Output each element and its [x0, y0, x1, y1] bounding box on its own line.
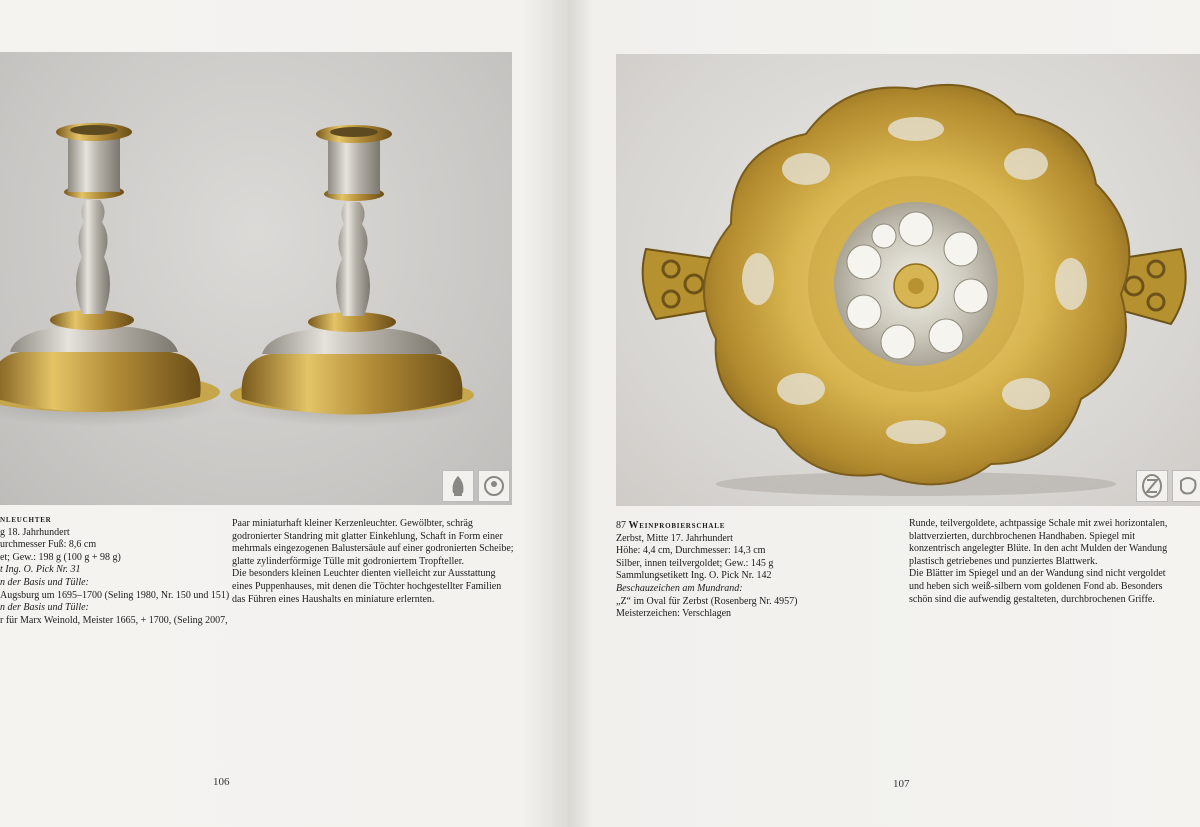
caption-line: Meisterzeichen: Verschlagen — [616, 608, 732, 620]
description-paragraph: Runde, teilvergoldete, achtpassige Schale mit zwei horizontalen, blattverzierten, durchbrochenen Handhaben. Spiegel mit konzentrisch angelegter Blüte. In den acht Mulden der Wandung plastisch getriebenes und punziertes Blattwerk. — [909, 518, 1168, 567]
right-page — [568, 0, 1200, 827]
object-title: nleuchter — [0, 514, 52, 525]
caption-line: Sammlungsetikett Ing. O. Pick Nr. 142 — [616, 570, 772, 582]
caption-line: Augsburg um 1695–1700 (Seling 1980, Nr. 150 und 151) — [0, 589, 230, 601]
hallmark-maker — [478, 470, 510, 502]
caption-line: Silber, innen teilvergoldet; Gew.: 145 g — [616, 557, 774, 569]
caption-line: t Ing. O. Pick Nr. 31 — [0, 564, 81, 576]
object-title: Weinprobierschale — [628, 520, 726, 531]
page-number: 106 — [213, 776, 230, 788]
hallmark-maker-defaced — [1172, 470, 1200, 502]
caption-line: n der Basis und Tülle: — [0, 576, 89, 588]
caption-line: et; Gew.: 198 g (100 g + 98 g) — [0, 551, 121, 563]
tasting-bowl-illustration — [616, 54, 1200, 506]
catalog-caption-right — [616, 520, 797, 621]
catalog-caption-left — [0, 514, 229, 627]
bowl-body — [704, 85, 1129, 496]
hallmarks-right — [1136, 470, 1200, 502]
description-paragraph: Paar miniaturhaft kleiner Kerzenleuchter. Gewölbter, schräg godronierter Standring mit glatter Einkehlung, Schaft in Form einer mehrmals eingezogenen Balustersäule auf einer godronierten Scheibe; glatte zylinderförmige Tülle mit godroniertem Tropfteller. — [232, 518, 514, 567]
description-left — [232, 518, 514, 606]
description-paragraph: Die besonders kleinen Leuchter dienten vielleicht zur Ausstattung eines Puppenhauses, mit denen die Töchter hochgestellter Familien das Führen eines Haushalts en miniature erlernten. — [232, 568, 502, 605]
caption-line: urchmesser Fuß: 8,6 cm — [0, 539, 97, 551]
caption-line: g 18. Jahrhundert — [0, 526, 70, 538]
caption-line: Höhe: 4,4 cm, Durchmesser: 14,3 cm — [616, 545, 766, 557]
candlesticks-illustration — [0, 52, 512, 505]
page-number: 107 — [893, 778, 910, 790]
caption-line: r für Marx Weinold, Meister 1665, + 1700, (Seling 2007, — [0, 614, 228, 626]
object-heading — [616, 520, 797, 533]
tasting-bowl-photo — [616, 54, 1200, 506]
hallmark-pine-cone — [442, 470, 474, 502]
caption-line: Beschauzeichen am Mundrand: — [616, 582, 743, 594]
caption-line: Zerbst, Mitte 17. Jahrhundert — [616, 532, 733, 544]
candlesticks-photo — [0, 52, 512, 505]
candlestick-right — [222, 125, 482, 426]
caption-line: „Z“ im Oval für Zerbst (Rosenberg Nr. 4957) — [616, 595, 798, 607]
hallmark-zerbst-z — [1136, 470, 1168, 502]
left-page — [0, 0, 568, 827]
caption-line: n der Basis und Tülle: — [0, 602, 89, 614]
description-paragraph: Die Blätter im Spiegel und an der Wandung sind nicht vergoldet und heben sich weiß-silbern vom goldenen Fond ab. Besonders schön sind die aufwendig gestalteten, durchbrochenen Griffe. — [909, 568, 1166, 605]
catalog-number: 87 — [616, 520, 626, 531]
hallmarks-left — [442, 470, 510, 502]
description-right — [909, 518, 1181, 606]
candlestick-left — [0, 123, 225, 426]
